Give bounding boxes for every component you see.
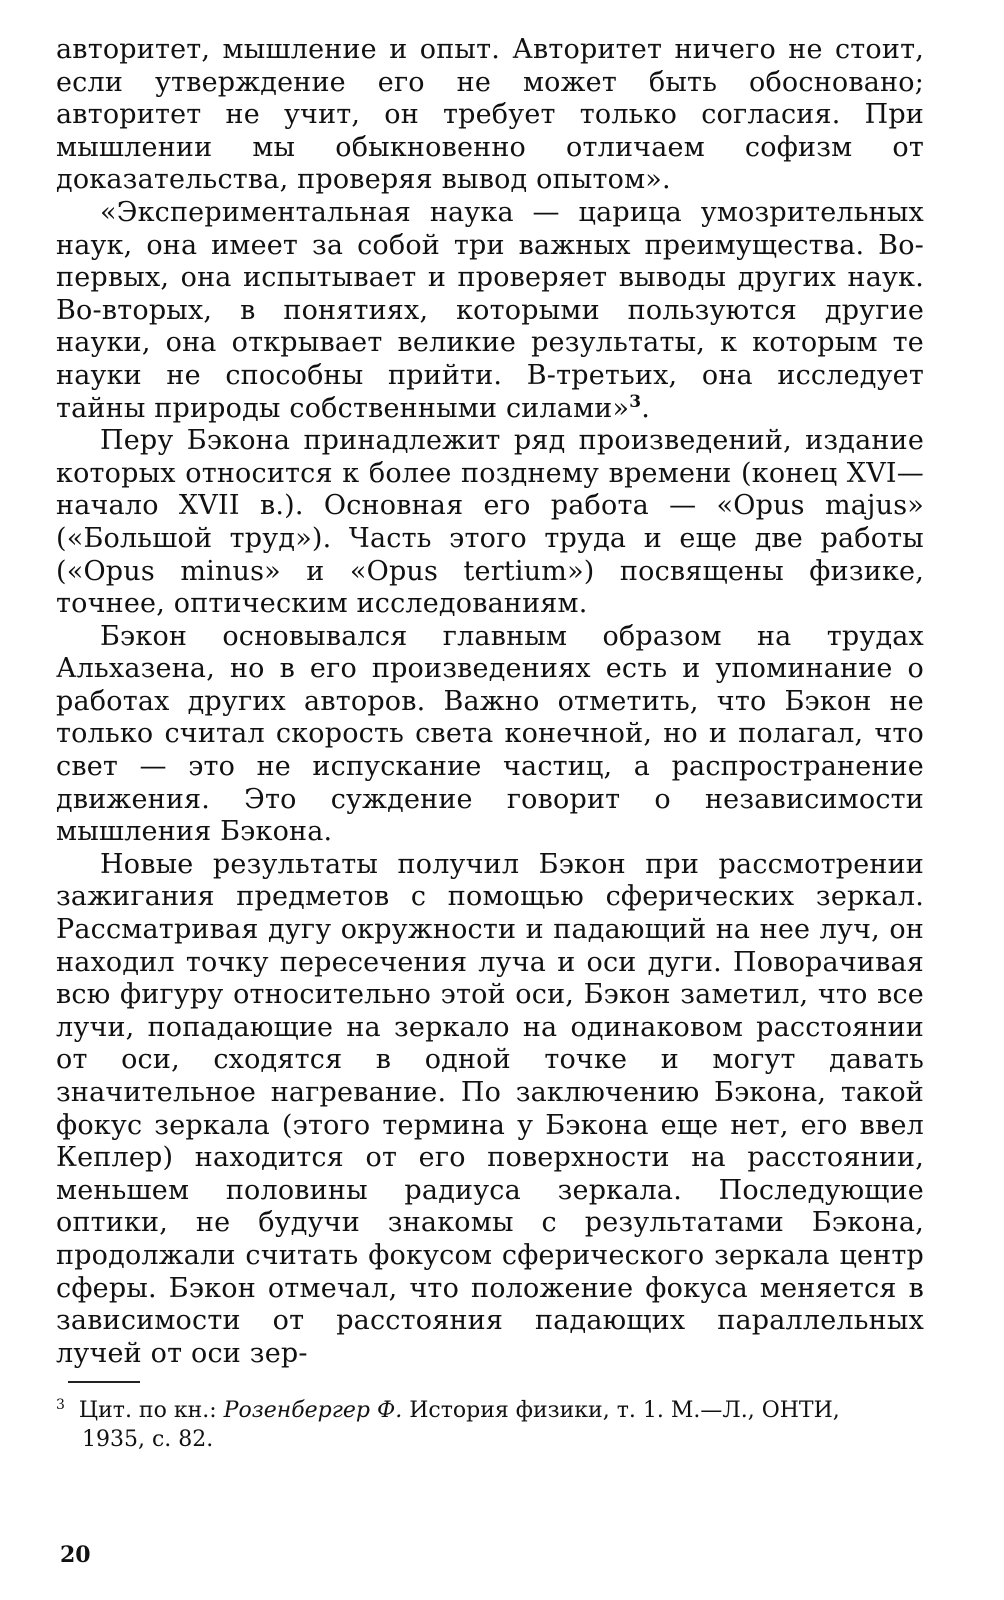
- footnote-year-page: 1935, с. 82.: [82, 1427, 214, 1452]
- page-number: 20: [60, 1542, 91, 1568]
- paragraph-3: Перу Бэкона принадлежит ряд произведений, издание которых относится к более позднему времени (конец XVI— начало XVII в.). Основная его работа — «Opus majus» («Большой труд»). Часть этого труда и еще две работы («Opus minus» и «Opus tertium») посвящены физике, точнее, оптическим исследованиям.: [56, 425, 924, 620]
- paragraph-4: Бэкон основывался главным образом на трудах Альхазена, но в его произведениях есть и упоминание о работах других авторов. Важно отметить, что Бэкон не только считал скорость света конечной, но и полагал, что свет — это не испускание частиц, а распространение движения. Это суждение говорит о независимости мышления Бэкона.: [56, 620, 924, 848]
- paragraph-2-end: .: [641, 392, 651, 424]
- page-body: [56, 34, 924, 1370]
- footnote-divider: [68, 1381, 140, 1383]
- footnote-title: История физики, т. 1. М.—Л., ОНТИ,: [409, 1398, 840, 1423]
- paragraph-2-text: «Экспериментальная наука — царица умозрительных наук, она имеет за собой три важных преимущества. Во-первых, она испытывает и проверяет выводы других наук. Во-вторых, в понятиях, которыми пользуются другие науки, она открывает великие результаты, к которым те науки не способны прийти. В-третьих, она исследует тайны природы собственными силами»: [56, 196, 924, 424]
- paragraph-5: Новые результаты получил Бэкон при рассмотрении зажигания предметов с помощью сферических зеркал. Рассматривая дугу окружности и падающий на нее луч, он находил точку пересечения луча и оси дуги. Поворачивая всю фигуру относительно этой оси, Бэкон заметил, что все лучи, попадающие на зеркало на одинаковом расстоянии от оси, сходятся в одной точке и могут давать значительное нагревание. По заключению Бэкона, такой фокус зеркала (этого термина у Бэкона еще нет, его ввел Кеплер) находится от его поверхности на расстоянии, меньшем половины радиуса зеркала. Последующие оптики, не будучи знакомы с результатами Бэкона, продолжали считать фокусом сферического зеркала центр сферы. Бэкон отмечал, что положение фокуса меняется в зависимости от расстояния падающих параллельных лучей от оси зер-: [56, 848, 924, 1369]
- paragraph-2: [56, 197, 924, 425]
- footnote-author: Розенбергер Ф.: [223, 1398, 403, 1423]
- footnote-mark: 3: [56, 1396, 65, 1413]
- footnote: [56, 1396, 924, 1454]
- footnote-reference[interactable]: 3: [629, 391, 642, 412]
- paragraph-1: авторитет, мышление и опыт. Авторитет ничего не стоит, если утверждение его не может быть обосновано; авторитет не учит, он требует только согласия. При мышлении мы обыкновенно отличаем софизм от доказательства, проверяя вывод опытом».: [56, 34, 924, 196]
- footnote-prefix: Цит. по кн.:: [78, 1398, 217, 1423]
